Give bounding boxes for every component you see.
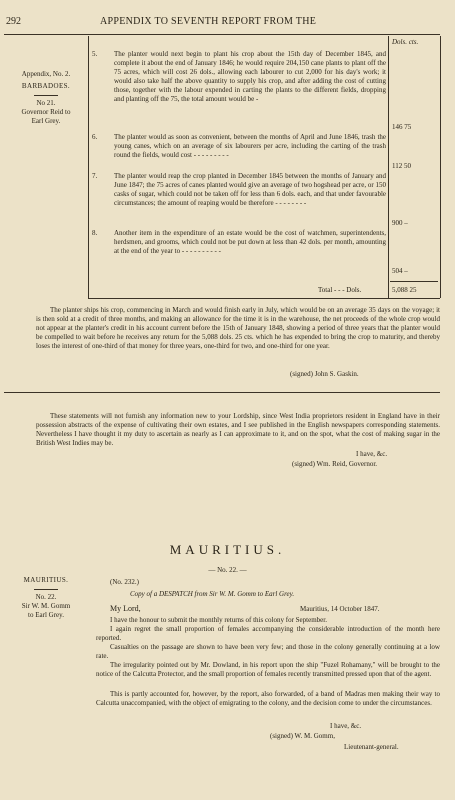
- statements-paragraph: These statements will not furnish any information new to your Lordship, since West India proprietors resident in England have in their possession abstracts of the expense of cultivating their own estates, and I see published in the English newspapers corresponding statements. Nevertheless I have thought it my duty to ascertain as nearly as I can approximate to it, and on the spot, what the cost of making sugar in the British West Indies may be.: [36, 412, 440, 447]
- table-left-rule: [88, 36, 89, 298]
- despatch-paragraph: This is partly accounted for, however, by the report, also forwarded, of a band of Madras men making their way to Calcutta unaccompanied, with the object of emigrating to the colony, and the decision come to under the circumstances.: [96, 690, 440, 707]
- despatch-no: (No. 232.): [110, 578, 139, 586]
- item-amount: 900 –: [392, 219, 408, 227]
- margin-divider: [34, 589, 58, 590]
- despatch-number-heading: — No. 22. —: [208, 566, 247, 574]
- margin-appendix: Appendix, No. 2.: [21, 70, 71, 78]
- item-number: 8.: [92, 229, 98, 237]
- total-amount: 5,088 25: [392, 286, 417, 294]
- item-text: The planter would reap the crop planted in December 1845 between the months of January and June 1847; the 75 acres of canes planted would give an average of two hogshead per acre, or 150 casks of sugar, which could not be taken off for less than 6 dols. each, and that under favourable circumstances; the amount of reaping would be therefore - - - - - - - -: [114, 172, 386, 207]
- despatch-heading: Copy of a DESPATCH from Sir W. M. Gomm to Earl Grey.: [130, 590, 295, 598]
- item-text: The planter would as soon as convenient, between the months of April and June 1846, trash the young canes, which on an average of six labourers per acre, including the carting of the trash round the fields, would cost - - - - - - - - -: [114, 133, 386, 159]
- dols-cts-header: Dols. cts.: [392, 38, 419, 46]
- running-header: APPENDIX TO SEVENTH REPORT FROM THE: [100, 16, 317, 27]
- closing-i-have-gomm: I have, &c.: [330, 722, 362, 730]
- section-title-mauritius: MAURITIUS.: [169, 542, 286, 557]
- despatch-paragraph: Casualties on the passage are shown to have been very few; and those in the colony generally continuing at a low rate.: [96, 643, 440, 660]
- table-row: [92, 133, 386, 169]
- table-amount-rule: [388, 36, 389, 298]
- item-amount: 112 50: [392, 162, 411, 170]
- margin-from: Sir W. M. Gomm: [21, 602, 71, 610]
- despatch-paragraph: I again regret the small proportion of females accompanying the considerable introduction of the month here reported.: [96, 625, 440, 642]
- despatch-paragraph: I have the honour to submit the monthly returns of this colony for September.: [110, 616, 327, 624]
- salutation: My Lord,: [110, 604, 141, 613]
- despatch-date: Mauritius, 14 October 1847.: [300, 605, 380, 613]
- item-text: Another item in the expenditure of an estate would be the cost of watchmen, superintendents, herdsmen, and grooms, which could not be put down at less than 42 dols. per month, amounting at the end of the year to - - - - - - - - - -: [114, 229, 386, 255]
- item-amount: 504 –: [392, 267, 408, 275]
- despatch-paragraph: The irregularity pointed out by Mr. Dowland, in his report upon the ship "Fuzel Rohamany," will be brought to the notice of the Calcutta Protector, and the small proportion of females recently transmitted pressed upon that of the agent.: [96, 661, 440, 678]
- item-number: 6.: [92, 133, 98, 141]
- margin-note-mauritius: [6, 576, 86, 620]
- margin-from: Governor Reid to: [21, 108, 71, 116]
- table-right-rule: [440, 36, 441, 298]
- closing-i-have: I have, &c.: [356, 450, 388, 458]
- planter-paragraph: The planter ships his crop, commencing in March and would finish early in July, which would be on an average 35 days on the voyage; it is then sold at a credit of three months, and making an allowance for the time it is in the warehouse, the net proceeds of the whole crop would not appear at the planter's credit in his account current before the 15th of January 1848, showing a period of three years that the planter would be compelled to wait before he receives any return for the 5,088 dols. 25 cts. which he has expended to bring the crop to maturity, and thereby loses the interest of one-third of that money for three years, one-third for two, and one-third for one year.: [36, 306, 440, 350]
- margin-no: No 21.: [36, 99, 56, 107]
- signature-gaskin: (signed) John S. Gaskin.: [290, 370, 359, 378]
- margin-to: Earl Grey.: [31, 117, 61, 125]
- table-row: [92, 50, 386, 122]
- table-row: [92, 172, 386, 226]
- total-rule: [390, 281, 438, 282]
- total-label: Total - - - Dols.: [318, 286, 362, 294]
- margin-to: to Earl Grey.: [28, 611, 64, 619]
- margin-no: No. 22.: [35, 593, 57, 601]
- signature-gomm: (signed) W. M. Gomm,: [270, 732, 335, 740]
- margin-place: BARBADOES.: [21, 82, 71, 90]
- signature-rank: Lieutenant-general.: [344, 743, 399, 751]
- header-rule: [4, 34, 440, 35]
- table-bottom-rule: [88, 298, 440, 299]
- signature-reid: (signed) Wm. Reid, Governor.: [292, 460, 378, 468]
- item-amount: 146 75: [392, 123, 412, 131]
- section-rule: [4, 392, 440, 393]
- table-row: [92, 229, 386, 265]
- page-number: 292: [6, 16, 21, 27]
- margin-divider: [34, 95, 58, 96]
- item-number: 7.: [92, 172, 98, 180]
- margin-place: MAURITIUS.: [23, 576, 69, 584]
- margin-note-barbadoes: [6, 70, 86, 126]
- item-number: 5.: [92, 50, 98, 58]
- item-text: The planter would next begin to plant his crop about the 15th day of December 1845, and complete it about the end of January 1846; he would require 204,150 cane plants to plant off the 75 acres, which will cost 26 dols., allowing each labourer to cut 2,000 for his day's work; it would also take half the above quantity to supply his crop, and after adding the cost of cutting those, together with the labour expended in carting the plants to the different fields, dropping and planting off the 75, the total amount would be -: [114, 50, 386, 103]
